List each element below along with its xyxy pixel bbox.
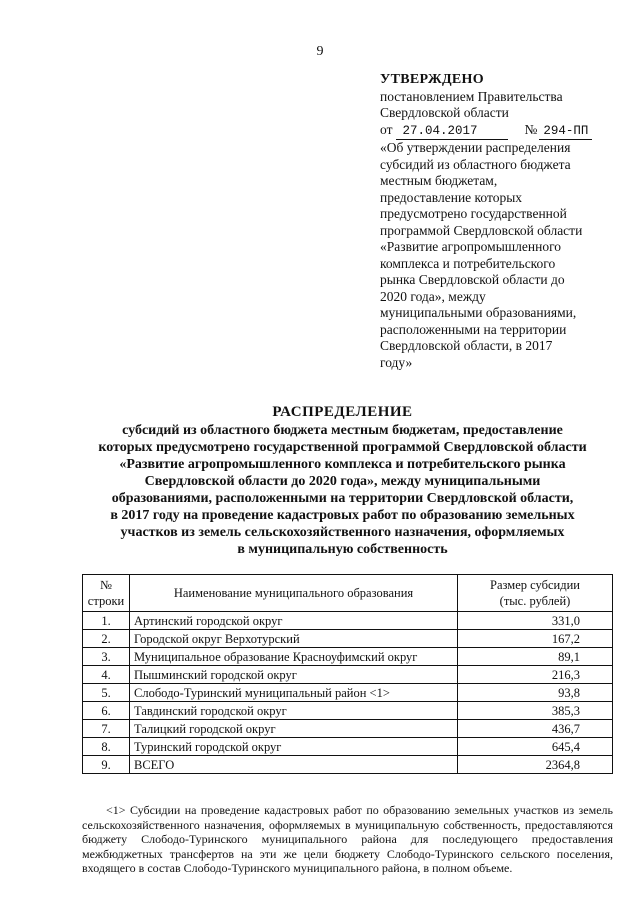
title-line: участков из земель сельскохозяйственного назначения, оформляемых [120, 525, 565, 540]
row-value: 645,4 [458, 738, 613, 756]
title-line: в муниципальную собственность [237, 542, 448, 557]
table-row [83, 720, 613, 738]
row-name: Артинский городской округ [130, 612, 458, 630]
approval-date-row [380, 122, 625, 141]
title-line: субсидий из областного бюджета местным бюджетам, предоставление [122, 423, 563, 438]
row-value: 89,1 [458, 648, 613, 666]
row-name: Муниципальное образование Красноуфимский округ [130, 648, 458, 666]
approval-line: Свердловской области [380, 105, 509, 120]
row-num: 7. [83, 720, 130, 738]
approval-line: комплекса и потребительского [380, 255, 556, 271]
row-name: ВСЕГО [130, 756, 458, 774]
approval-number: 294-ПП [539, 123, 592, 141]
header-name: Наименование муниципального образования [130, 575, 458, 612]
table-row [83, 702, 613, 720]
row-name: Тавдинский городской округ [130, 702, 458, 720]
header-num-line: строки [87, 594, 125, 608]
page-number: 9 [316, 44, 324, 59]
number-sign: № [524, 121, 538, 137]
row-name: Талицкий городской округ [130, 720, 458, 738]
table-row [83, 648, 613, 666]
row-value: 331,0 [458, 612, 613, 630]
approval-line: программой Свердловской области [380, 222, 583, 238]
approval-line: муниципальными образованиями, [380, 305, 577, 320]
row-num: 6. [83, 702, 130, 720]
row-name: Пышминский городской округ [130, 666, 458, 684]
approval-heading: УТВЕРЖДЕНО [380, 72, 484, 87]
row-num: 8. [83, 738, 130, 756]
row-num: 3. [83, 648, 130, 666]
approval-line: предусмотрено государственной [380, 206, 567, 221]
title-line: в 2017 году на проведение кадастровых работ по образованию земельных [110, 508, 575, 523]
approval-date: 27.04.2017 [396, 123, 508, 141]
title-main: РАСПРЕДЕЛЕНИЕ [272, 404, 413, 420]
row-value: 216,3 [458, 666, 613, 684]
row-num: 2. [83, 630, 130, 648]
table-row [83, 630, 613, 648]
approval-line: постановлением Правительства [380, 88, 563, 104]
row-num: 1. [83, 612, 130, 630]
title-line: Свердловской области до 2020 года», между муниципальными [144, 474, 541, 489]
row-value: 385,3 [458, 702, 613, 720]
table-row [83, 666, 613, 684]
approval-line: «Развитие агропромышленного [380, 239, 562, 254]
footnote [82, 803, 613, 876]
title-line: которых предусмотрено государственной программой Свердловской области [98, 440, 587, 455]
row-value: 167,2 [458, 630, 613, 648]
document-title [60, 404, 625, 558]
table-row [83, 612, 613, 630]
row-num: 9. [83, 756, 130, 774]
approval-line: предоставление которых [380, 189, 523, 205]
approval-block [380, 72, 625, 371]
table-row-total [83, 756, 613, 774]
table-header-row [83, 575, 613, 612]
title-line: образованиями, расположенными на территории Свердловской области, [111, 491, 574, 506]
header-num-line: № [100, 578, 112, 592]
approval-line: расположенными на территории [380, 321, 567, 337]
approval-line: 2020 года», между [380, 288, 486, 304]
row-num: 5. [83, 684, 130, 702]
row-name: Слободо-Туринский муниципальный район <1> [130, 684, 458, 702]
row-num: 4. [83, 666, 130, 684]
date-prefix: от [380, 121, 393, 137]
table-row [83, 684, 613, 702]
footnote-text: <1> Субсидии на проведение кадастровых работ по образованию земельных участков из земель сельскохозяйственного назначения, оформляемых в муниципальную собственность, предоставляются бюджету Слободо-Туринского муниципального района для последующего предоставления межбюджетных трансфертов на эти же цели бюджету Слободо-Туринского сельского поселения, входящего в состав Слободо-Туринского муниципального района, в полном объеме. [82, 803, 613, 875]
row-value: 436,7 [458, 720, 613, 738]
approval-line: Свердловской области, в 2017 [380, 338, 553, 353]
row-name: Городской округ Верхотурский [130, 630, 458, 648]
subsidy-table [82, 574, 613, 774]
header-value-line: (тыс. рублей) [499, 594, 571, 608]
table-row [83, 738, 613, 756]
approval-line: местным бюджетам, [380, 173, 498, 188]
approval-line: «Об утверждении распределения [380, 140, 571, 155]
row-value: 2364,8 [458, 756, 613, 774]
row-value: 93,8 [458, 684, 613, 702]
header-num [83, 575, 130, 612]
approval-line: рынка Свердловской области до [380, 272, 565, 287]
row-name: Туринский городской округ [130, 738, 458, 756]
header-value [458, 575, 613, 612]
approval-line: субсидий из областного бюджета [380, 156, 571, 172]
title-line: «Развитие агропромышленного комплекса и потребительского рынка [119, 457, 566, 472]
approval-line: году» [380, 354, 413, 370]
header-value-line: Размер субсидии [490, 578, 580, 592]
